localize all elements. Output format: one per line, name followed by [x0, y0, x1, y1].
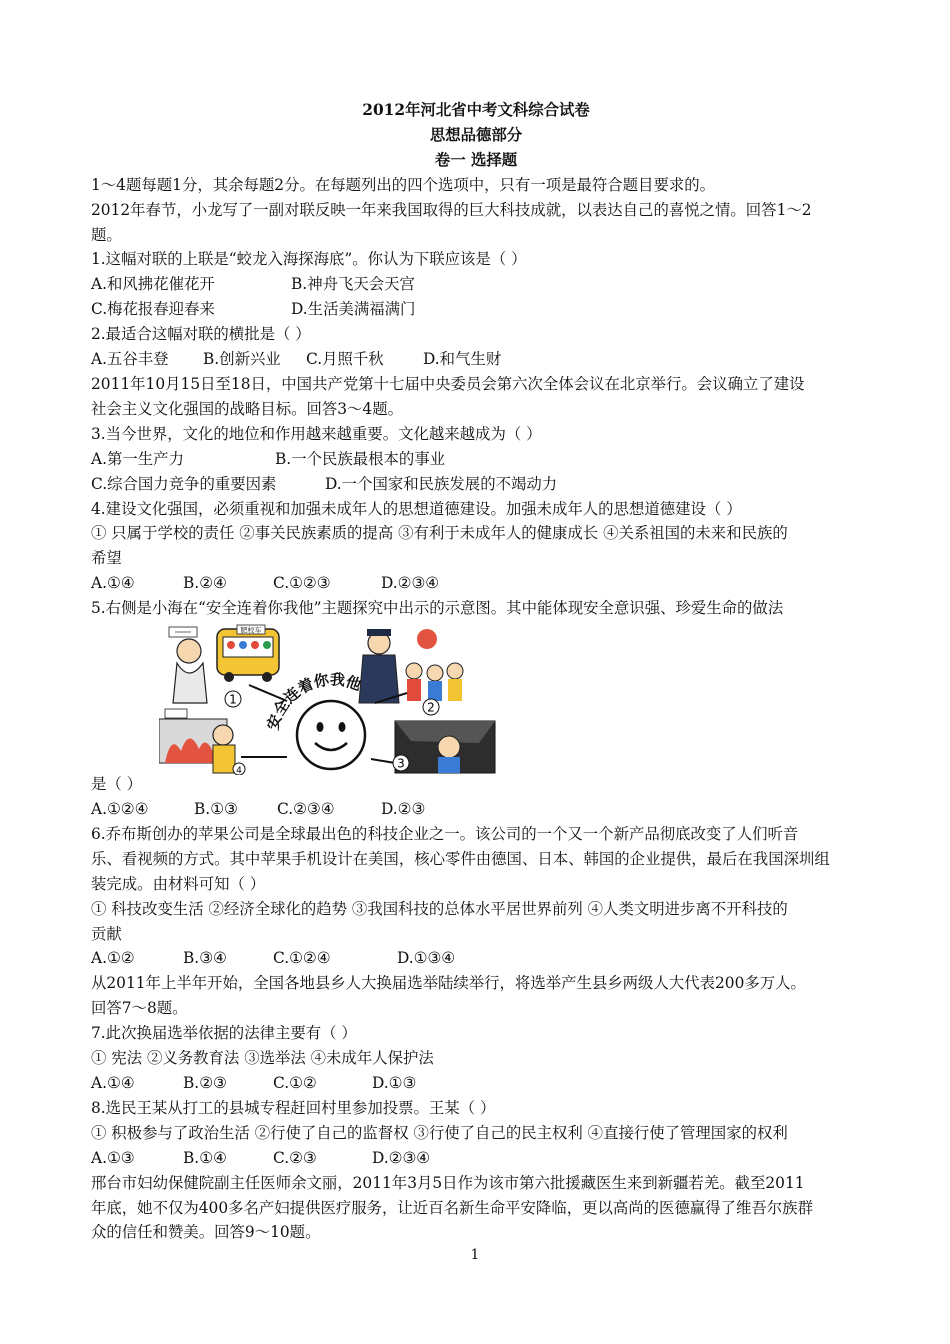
- option-c[interactable]: C.①②④: [273, 949, 331, 968]
- option-a[interactable]: A.①②④: [91, 800, 149, 819]
- question-4-options: [91, 571, 861, 596]
- scene-1-person-icon: [169, 627, 207, 703]
- question-2-stem: 2.最适合这幅对联的横批是（ ）: [91, 325, 311, 344]
- option-d[interactable]: D.②③④: [372, 1148, 431, 1167]
- option-c[interactable]: C.综合国力竞争的重要因素: [91, 474, 277, 493]
- option-b[interactable]: B.②③: [183, 1074, 227, 1092]
- option-c[interactable]: C.①②: [273, 1074, 317, 1092]
- option-c[interactable]: C.①②③: [273, 574, 331, 593]
- question-3-options-row-2: [91, 472, 861, 497]
- question-3-stem: 3.当今世界，文化的地位和作用越来越重要。文化越来越成为（ ）: [91, 424, 542, 443]
- material-1-line-1: 2012年春节，小龙写了一副对联反映一年来我国取得的巨大科技成就，以表达自己的喜悦之情。回答1～2: [91, 200, 812, 219]
- option-d[interactable]: D.生活美满福满门: [291, 300, 416, 319]
- option-b[interactable]: B.③④: [183, 949, 227, 968]
- option-c[interactable]: C.月照千秋: [306, 350, 384, 369]
- smiley-face-icon: [297, 701, 365, 769]
- option-a[interactable]: A.第一生产力: [91, 449, 184, 468]
- option-d[interactable]: D.②③: [381, 800, 426, 819]
- material-4-line-3: 众的信任和赞美。回答9～10题。: [91, 1223, 321, 1242]
- question-6-items-line-1: ① 科技改变生活 ②经济全球化的趋势 ③我国科技的总体水平居世界前列 ④人类文明进步离不开科技的: [91, 899, 788, 918]
- question-7-options: [91, 1071, 861, 1096]
- question-4-stem: 4.建设文化强国，必须重视和加强未成年人的思想道德建设。加强未成年人的思想道德建设（ ）: [91, 499, 742, 518]
- svg-text:4: 4: [236, 766, 242, 776]
- question-6-items-line-2: 贡献: [91, 924, 122, 943]
- scene-3-night-icon: [395, 721, 495, 773]
- question-6-stem-line-1: 6.乔布斯创办的苹果公司是全球最出色的科技企业之一。该公司的一个又一个新产品彻底改变了人们听音: [91, 824, 799, 843]
- option-a[interactable]: A.五谷丰登: [91, 350, 169, 369]
- option-a[interactable]: A.①③: [91, 1148, 135, 1167]
- question-6-options: [91, 946, 861, 971]
- scene-1-bus-icon: [217, 625, 279, 682]
- option-d[interactable]: D.一个国家和民族发展的不竭动力: [325, 474, 558, 493]
- question-6-stem-line-3: 装完成。由材料可知（ ）: [91, 874, 266, 893]
- question-1-stem: 1.这幅对联的上联是“蛟龙入海探海底”。你认为下联应该是（ ）: [91, 250, 527, 269]
- material-2-line-2: 社会主义文化强国的战略目标。回答3～4题。: [91, 399, 404, 418]
- material-2-line-1: 2011年10月15日至18日，中国共产党第十七届中央委员会第六次全体会议在北京举行。会议确立了建设: [91, 374, 805, 393]
- question-4-items-line-2: 希望: [91, 549, 122, 568]
- slogan-arc-text: 安全连着你我他: [263, 670, 364, 733]
- question-5-figure-row: [91, 621, 861, 797]
- option-a[interactable]: A.①④: [91, 1074, 135, 1092]
- material-3-line-1: 从2011年上半年开始，全国各地县乡人大换届选举陆续举行，将选举产生县乡两级人大代表200多万人。: [91, 974, 806, 993]
- question-6-stem-line-2: 乐、看视频的方式。其中苹果手机设计在美国，核心零件由德国、日本、韩国的企业提供，最后在我国深圳组: [91, 849, 830, 868]
- question-4-items-line-1: ① 只属于学校的责任 ②事关民族素质的提高 ③有利于未成年人的健康成长 ④关系祖国的未来和民族的: [91, 524, 788, 543]
- option-a[interactable]: A.和风拂花催花开: [91, 275, 215, 294]
- svg-text:1: 1: [229, 692, 237, 707]
- option-d[interactable]: D.和气生财: [423, 350, 502, 369]
- svg-text:2: 2: [427, 700, 435, 715]
- option-d[interactable]: D.②③④: [381, 574, 440, 593]
- option-b[interactable]: B.一个民族最根本的事业: [275, 449, 446, 468]
- safety-diagram: [159, 623, 501, 775]
- option-a[interactable]: A.①②: [91, 949, 135, 968]
- scene-4-fire-icon: [159, 709, 235, 773]
- question-8-stem: 8.选民王某从打工的县城专程赶回村里参加投票。王某（ ）: [91, 1098, 496, 1117]
- option-c[interactable]: C.②③: [273, 1148, 317, 1167]
- question-1-options-row-1: [91, 272, 861, 297]
- question-5-stem-end: 是（ ）: [91, 775, 143, 794]
- scene-2-police-icon: [359, 629, 463, 703]
- material-3-line-2: 回答7～8题。: [91, 999, 188, 1018]
- option-a[interactable]: A.①④: [91, 574, 135, 593]
- option-c[interactable]: C.②③④: [277, 800, 335, 819]
- material-1-line-2: 题。: [91, 225, 122, 244]
- option-d[interactable]: D.①③: [372, 1074, 417, 1092]
- question-3-options-row-1: [91, 447, 861, 472]
- option-b[interactable]: B.①④: [183, 1148, 227, 1167]
- question-8-options: [91, 1146, 861, 1171]
- page-title: 2012年河北省中考文科综合试卷: [362, 101, 590, 119]
- question-5-stem: 5.右侧是小海在“安全连着你我他”主题探究中出示的示意图。其中能体现安全意识强、珍爱生命的做法: [91, 599, 784, 618]
- material-4-line-1: 邢台市妇幼保健院副主任医师余文丽，2011年3月5日作为该市第六批援藏医生来到新疆若羌。截至2011: [91, 1173, 805, 1192]
- question-7-items: ① 宪法 ②义务教育法 ③选举法 ④未成年人保护法: [91, 1049, 434, 1068]
- option-b[interactable]: B.创新兴业: [203, 350, 281, 369]
- question-7-stem: 7.此次换届选举依据的法律主要有（ ）: [91, 1024, 357, 1043]
- page-subtitle: 思想品德部分: [429, 125, 523, 144]
- question-8-items: ① 积极参与了政治生活 ②行使了自己的监督权 ③行使了自己的民主权利 ④直接行使了管理国家的权利: [91, 1123, 788, 1142]
- option-b[interactable]: B.①③: [194, 800, 238, 819]
- option-c[interactable]: C.梅花报春迎春来: [91, 300, 215, 319]
- question-1-options-row-2: [91, 297, 861, 322]
- material-4-line-2: 年底，她不仅为400多名产妇提供医疗服务，让近百名新生命平安降临，更以高尚的医德赢得了维吾尔族群: [91, 1198, 813, 1217]
- svg-text:3: 3: [397, 756, 405, 771]
- option-b[interactable]: B.神舟飞天会天宫: [291, 275, 415, 294]
- question-2-options: [91, 347, 861, 372]
- exam-page: [91, 98, 861, 1245]
- bus-label: 肥校车: [240, 626, 262, 635]
- option-d[interactable]: D.①③④: [397, 949, 456, 968]
- section-heading: 卷一 选择题: [434, 150, 518, 169]
- option-b[interactable]: B.②④: [183, 574, 227, 593]
- question-5-options: [91, 797, 861, 822]
- page-number: 1: [470, 1247, 480, 1263]
- instructions: 1～4题每题1分，其余每题2分。在每题列出的四个选项中，只有一项是最符合题目要求的。: [91, 175, 716, 194]
